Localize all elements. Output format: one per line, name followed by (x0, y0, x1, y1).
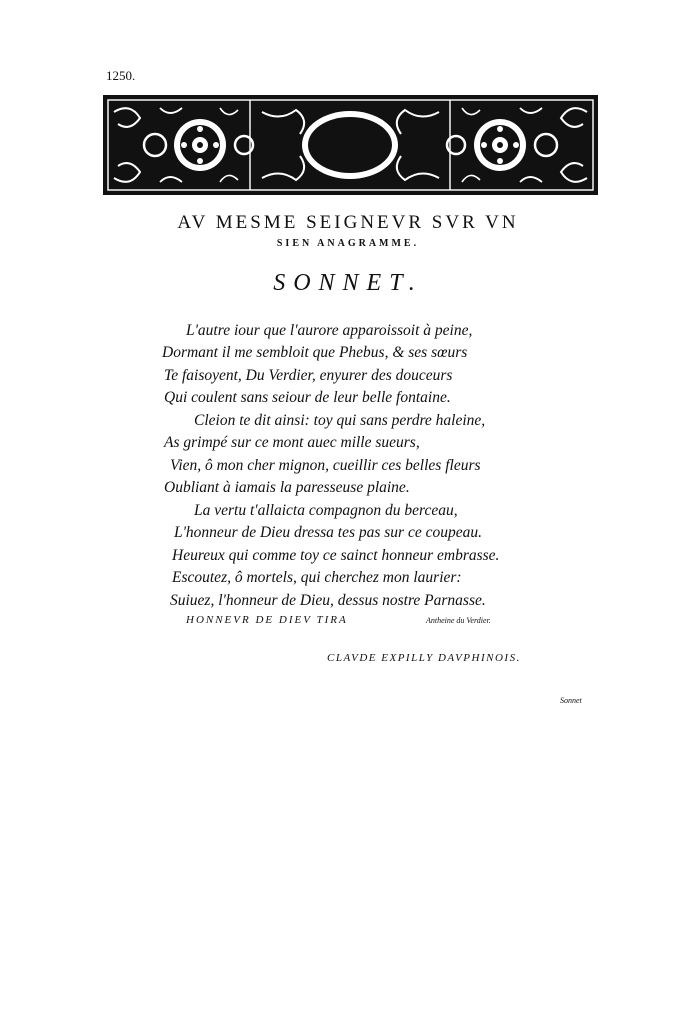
verse-line: La vertu t'allaicta compagnon du berceau, (194, 502, 458, 519)
verse-line: Dormant il me sembloit que Phebus, & ses sœurs (162, 344, 468, 361)
verse-line: L'honneur de Dieu dressa tes pas sur ce coupeau. (174, 524, 482, 541)
verse-line: L'autre iour que l'aurore apparoissoit à peine, (186, 322, 473, 339)
verse-line: Escoutez, ô mortels, qui cherchez mon laurier: (172, 569, 462, 586)
heading-line-1: AV MESME SEIGNEVR SVR VN (177, 212, 519, 233)
sonnet-title: SONNET. (273, 270, 423, 296)
verse-line: Te faisoyent, Du Verdier, enyurer des douceurs (164, 367, 453, 384)
ornamental-headpiece (100, 92, 601, 198)
heading-line-2: SIEN ANAGRAMME. (276, 238, 420, 249)
verse-line: Suiuez, l'honneur de Dieu, dessus nostre Parnasse. (170, 592, 486, 609)
verse-line: As grimpé sur ce mont auec mille sueurs, (164, 434, 420, 451)
catchword: Sonnet (560, 696, 582, 705)
author-note: Antheine du Verdier. (426, 616, 491, 625)
page-number: 1250. (106, 68, 136, 83)
verse-line: Heureux qui comme toy ce sainct honneur embrasse. (172, 547, 500, 564)
signature: CLAVDE EXPILLY DAVPHINOIS. (327, 652, 521, 664)
verse-line: Vien, ô mon cher mignon, cueillir ces belles fleurs (170, 457, 481, 474)
anagram-line: HONNEVR DE DIEV TIRA (186, 614, 348, 626)
verse-line: Cleion te dit ainsi: toy qui sans perdre haleine, (194, 412, 486, 429)
verse-line: Qui coulent sans seiour de leur belle fontaine. (164, 389, 451, 406)
verse-line: Oubliant à iamais la paresseuse plaine. (164, 479, 410, 496)
